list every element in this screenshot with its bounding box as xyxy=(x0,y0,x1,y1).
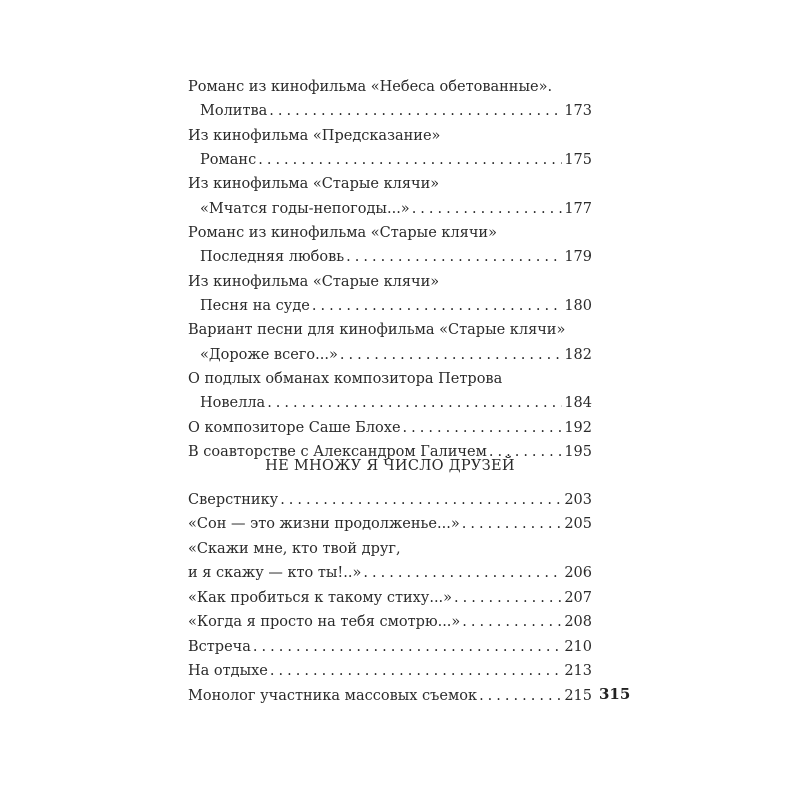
entry-title: Последняя любовь xyxy=(200,249,345,266)
entry-page-number: 195 xyxy=(564,444,592,461)
entry-title: Новелла xyxy=(200,395,266,412)
toc-line xyxy=(188,245,592,269)
entry-title: «Скажи мне, кто твой друг, xyxy=(188,540,401,557)
toc-entry xyxy=(188,221,592,269)
toc-entry xyxy=(188,586,592,610)
entry-title: В соавторстве с Александром Галичем xyxy=(188,444,487,461)
toc-line xyxy=(188,561,592,585)
entry-title: «Как пробиться к такому стиху...» xyxy=(188,589,453,606)
entry-title: О подлых обманах композитора Петрова xyxy=(188,371,503,388)
entry-title: Романс из кинофильма «Старые клячи» xyxy=(188,225,497,242)
toc-line xyxy=(188,512,592,536)
entry-page-number: 205 xyxy=(564,516,592,533)
dot-leader xyxy=(270,659,562,683)
toc-line xyxy=(188,367,592,391)
toc-line xyxy=(188,221,592,245)
entry-title: «Дороже всего...» xyxy=(200,346,338,363)
toc-line xyxy=(188,537,592,561)
toc-line xyxy=(188,197,592,221)
toc-line xyxy=(188,416,592,440)
toc-entry xyxy=(188,635,592,659)
entry-title: Песня на суде xyxy=(200,297,310,314)
entry-title: Вариант песни для кинофильма «Старые клячи» xyxy=(188,322,566,339)
entry-page-number: 175 xyxy=(564,151,592,168)
toc-line xyxy=(188,99,592,123)
dot-leader xyxy=(269,99,562,123)
toc-line xyxy=(188,270,592,294)
entry-title: На отдыхе xyxy=(188,663,268,680)
toc-entry xyxy=(188,172,592,220)
entry-title: «Мчатся годы-непогоды...» xyxy=(200,200,410,217)
toc-line xyxy=(188,343,592,367)
entry-title: Молитва xyxy=(200,103,268,120)
page-number: 315 xyxy=(599,685,631,703)
toc-line xyxy=(188,391,592,415)
entry-title: Встреча xyxy=(188,638,251,655)
dot-leader xyxy=(280,488,562,512)
entry-title: Романс из кинофильма «Небеса обетованные». xyxy=(188,79,553,95)
toc-line xyxy=(188,172,592,196)
entry-page-number: 184 xyxy=(564,395,592,412)
toc-entry xyxy=(188,270,592,318)
dot-leader xyxy=(462,610,562,634)
dot-leader xyxy=(267,391,562,415)
toc-entry xyxy=(188,124,592,172)
toc-line xyxy=(188,318,592,342)
toc-line xyxy=(188,635,592,659)
toc-entry xyxy=(188,75,592,123)
entry-title: «Когда я просто на тебя смотрю...» xyxy=(188,614,461,631)
dot-leader xyxy=(253,635,562,659)
entry-page-number: 215 xyxy=(564,687,592,704)
toc-line xyxy=(188,684,592,708)
entry-page-number: 180 xyxy=(564,297,592,314)
entry-page-number: 207 xyxy=(564,589,592,606)
entry-page-number: 179 xyxy=(564,249,592,266)
dot-leader xyxy=(462,512,563,536)
dot-leader xyxy=(403,416,563,440)
entry-title: и я скажу — кто ты!..» xyxy=(188,565,362,582)
entry-page-number: 210 xyxy=(564,638,592,655)
entry-page-number: 203 xyxy=(564,492,592,508)
toc-section-1 xyxy=(188,75,592,465)
toc-entry xyxy=(188,512,592,536)
toc-entry xyxy=(188,537,592,585)
section-heading: НЕ МНОЖУ Я ЧИСЛО ДРУЗЕЙ xyxy=(265,458,515,474)
dot-leader xyxy=(454,586,562,610)
entry-title: Из кинофильма «Старые клячи» xyxy=(188,273,440,290)
entry-page-number: 173 xyxy=(564,103,592,120)
toc-section-2 xyxy=(188,488,592,708)
entry-page-number: 208 xyxy=(564,614,592,631)
entry-page-number: 182 xyxy=(564,346,592,363)
dot-leader xyxy=(412,197,563,221)
entry-page-number: 213 xyxy=(564,663,592,680)
dot-leader xyxy=(363,561,562,585)
entry-title: О композиторе Саше Блохе xyxy=(188,419,401,436)
entry-title: Романс xyxy=(200,151,257,168)
toc-line xyxy=(188,75,592,99)
dot-leader xyxy=(479,684,562,708)
toc-entry xyxy=(188,659,592,683)
entry-title: «Сон — это жизни продолженье...» xyxy=(188,516,460,533)
toc-entry xyxy=(188,367,592,415)
entry-page-number: 177 xyxy=(564,200,592,217)
toc-line xyxy=(188,610,592,634)
entry-page-number: 192 xyxy=(564,419,592,436)
toc-line xyxy=(188,148,592,172)
toc-entry xyxy=(188,684,592,708)
toc-line xyxy=(188,124,592,148)
entry-title: Из кинофильма «Предсказание» xyxy=(188,127,441,144)
entry-page-number: 206 xyxy=(564,565,592,582)
dot-leader xyxy=(340,343,562,367)
toc-entry xyxy=(188,318,592,366)
entry-title: Из кинофильма «Старые клячи» xyxy=(188,176,440,193)
toc-entry xyxy=(188,488,592,512)
dot-leader xyxy=(346,245,562,269)
toc-line xyxy=(188,659,592,683)
entry-title: Монолог участника массовых съемок xyxy=(188,687,478,704)
toc-entry xyxy=(188,610,592,634)
dot-leader xyxy=(258,148,562,172)
toc-line xyxy=(188,488,592,512)
toc-entry xyxy=(188,416,592,440)
toc-line xyxy=(188,294,592,318)
toc-line xyxy=(188,586,592,610)
dot-leader xyxy=(312,294,562,318)
entry-title: Сверстнику xyxy=(188,492,279,508)
